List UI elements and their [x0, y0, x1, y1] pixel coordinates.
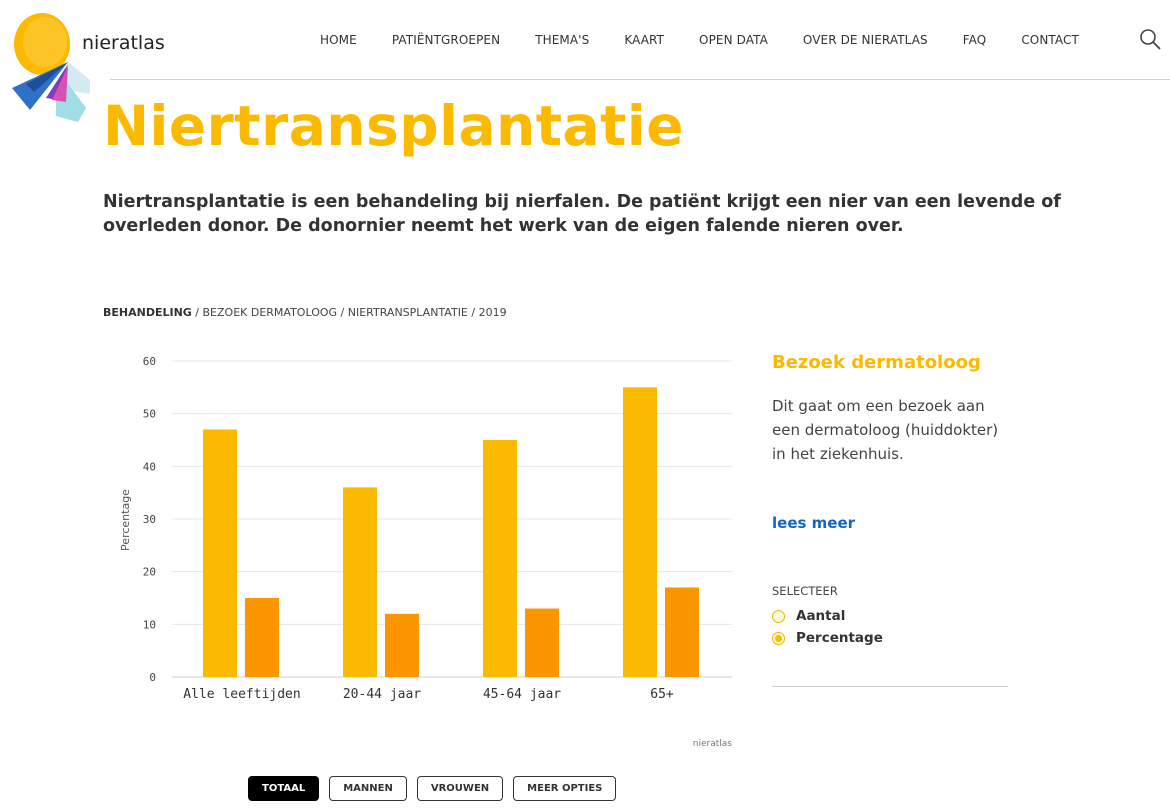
sidebar-title: Bezoek dermatoloog [772, 352, 981, 373]
x-tick-label: 65+ [650, 687, 674, 702]
y-tick-label: 40 [142, 460, 156, 474]
y-tick-label: 30 [142, 513, 156, 526]
y-axis-ticks [143, 355, 156, 684]
breadcrumb-separator: / [191, 306, 203, 319]
main-nav [320, 33, 1079, 47]
nav-open-data[interactable]: OPEN DATA [699, 33, 768, 47]
filter-buttons [248, 776, 626, 801]
radio-button-selected[interactable] [772, 632, 785, 645]
chart-credit[interactable]: nieratlas [692, 739, 732, 749]
brand-name[interactable]: nieratlas [82, 32, 165, 54]
y-tick-label: 20 [142, 565, 156, 579]
bar-primary[interactable] [203, 429, 237, 677]
bar-primary[interactable] [623, 387, 657, 677]
chart-bars [203, 387, 699, 677]
x-tick-label: 45-64 jaar [482, 687, 562, 702]
nieratlas-logo-icon[interactable] [12, 12, 96, 124]
read-more-link[interactable]: lees meer [772, 514, 856, 532]
filter-totaal-button[interactable]: TOTAAL [248, 776, 319, 801]
breadcrumb-bezoek-dermatoloog[interactable]: BEZOEK DERMATOLOOG [202, 306, 338, 319]
breadcrumb-separator: / [467, 306, 479, 319]
y-tick-label: 60 [142, 355, 156, 368]
x-tick-label: Alle leeftijden [183, 687, 301, 702]
header-divider [110, 79, 1170, 80]
bar-primary[interactable] [483, 440, 517, 677]
nav-patientgroepen[interactable]: PATIËNTGROEPEN [391, 33, 501, 47]
y-tick-label: 0 [149, 671, 156, 684]
x-axis-ticks [183, 687, 674, 702]
select-label: SELECTEER [772, 584, 838, 598]
bar-secondary[interactable] [525, 609, 559, 677]
nav-themas[interactable]: THEMA'S [535, 33, 590, 47]
nav-home[interactable]: HOME [320, 33, 357, 47]
breadcrumb-behandeling[interactable]: BEHANDELING [103, 306, 192, 319]
sidebar-description: Dit gaat om een bezoek aan een dermatoloog (huiddokter) in het ziekenhuis. [772, 397, 999, 463]
breadcrumb-niertransplantatie[interactable]: NIERTRANSPLANTATIE [347, 306, 468, 319]
bar-primary[interactable] [343, 487, 377, 677]
y-tick-label: 50 [142, 407, 156, 421]
x-tick-label: 20-44 jaar [342, 687, 422, 702]
nav-over-de-nieratlas[interactable]: OVER DE NIERATLAS [802, 33, 928, 47]
page-intro: Niertransplantatie is een behandeling bij nierfalen. De patiënt krijgt een nier van een levende of overleden donor. De donornier neemt het werk van de eigen falende nieren over. [103, 192, 1061, 236]
nav-contact[interactable]: CONTACT [1021, 33, 1079, 47]
breadcrumb-year[interactable]: 2019 [478, 306, 507, 319]
radio-percentage[interactable] [772, 630, 883, 646]
radio-button[interactable] [772, 610, 785, 623]
radio-label-aantal[interactable]: Aantal [796, 608, 846, 624]
bar-chart [100, 340, 740, 755]
filter-meer-opties-button[interactable]: MEER OPTIES [513, 776, 616, 801]
bar-secondary[interactable] [245, 598, 279, 677]
bar-secondary[interactable] [665, 587, 699, 677]
bar-secondary[interactable] [385, 614, 419, 677]
nav-faq[interactable]: FAQ [962, 33, 987, 47]
search-icon[interactable] [1139, 28, 1161, 50]
sidebar-divider [772, 686, 1008, 687]
filter-mannen-button[interactable]: MANNEN [329, 776, 407, 801]
radio-aantal[interactable] [772, 608, 845, 624]
nav-kaart[interactable]: KAART [624, 33, 665, 47]
radio-label-percentage[interactable]: Percentage [796, 630, 883, 646]
breadcrumb [103, 306, 507, 319]
breadcrumb-separator: / [337, 306, 348, 319]
page-title: Niertransplantatie [103, 94, 685, 158]
filter-vrouwen-button[interactable]: VROUWEN [417, 776, 503, 801]
y-tick-label: 10 [142, 618, 156, 632]
y-axis-label: Percentage [119, 489, 132, 551]
